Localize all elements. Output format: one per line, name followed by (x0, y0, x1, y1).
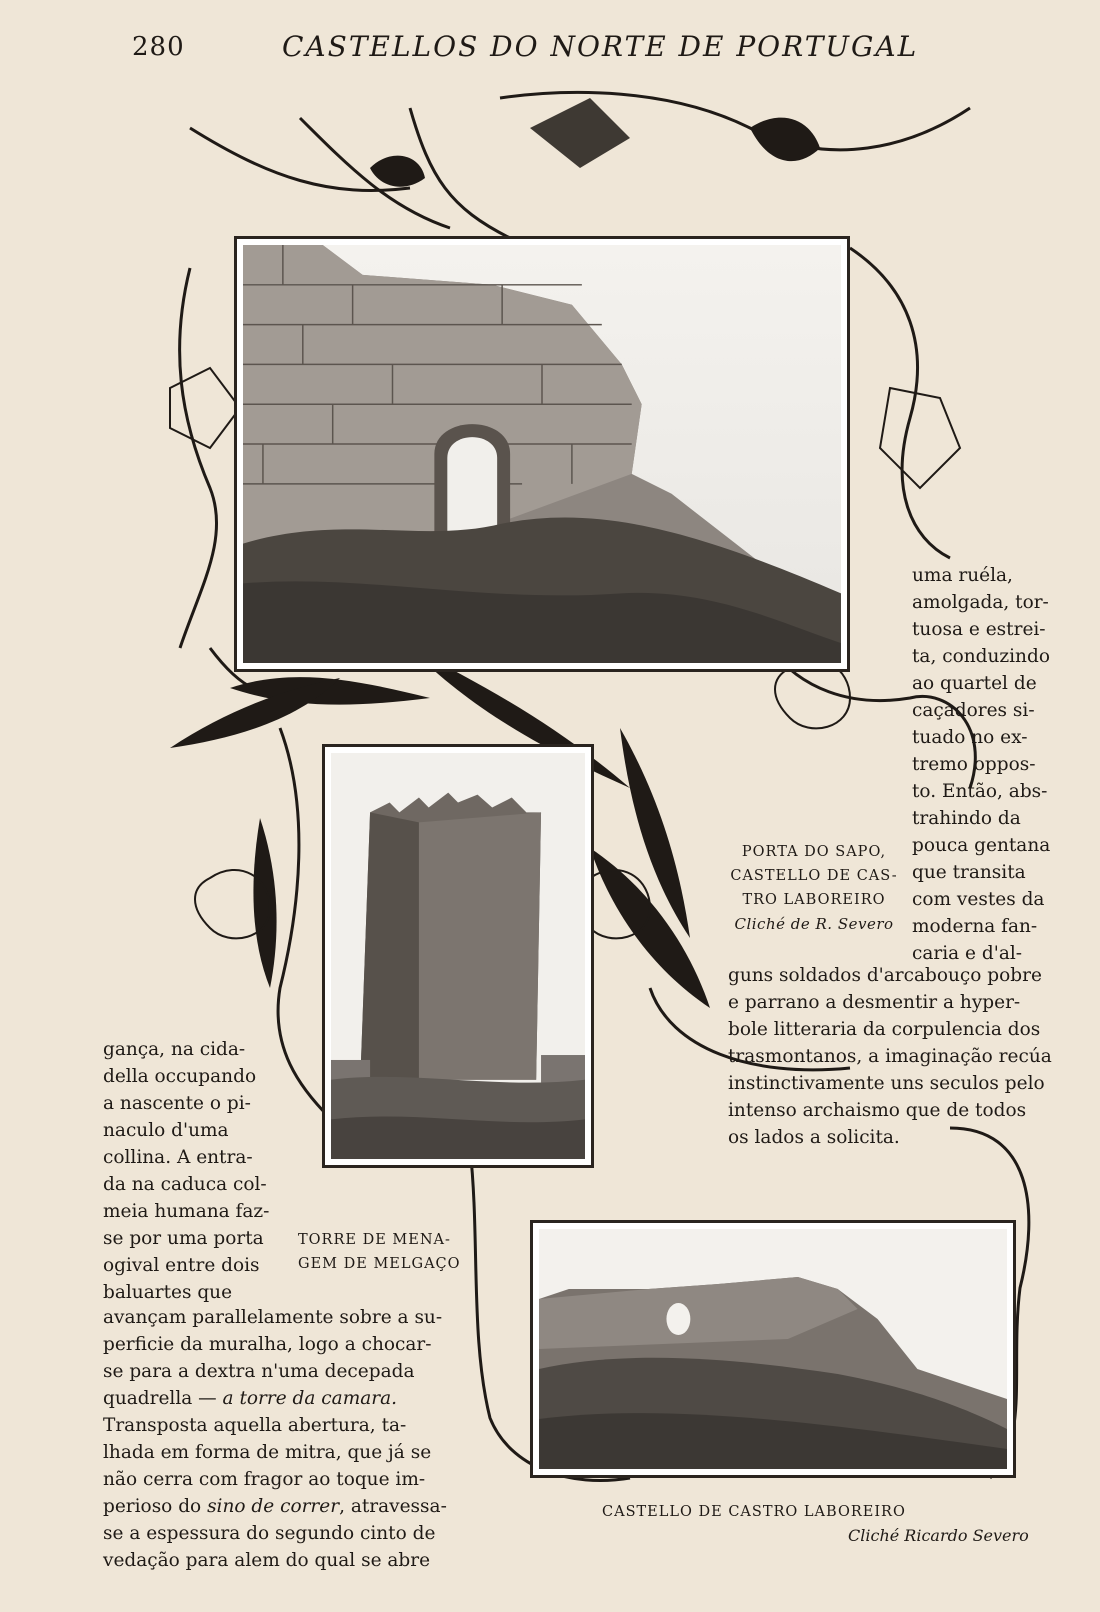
text-line: os lados a solicita. (728, 1127, 900, 1148)
text-line: pouca gentana (912, 835, 1051, 856)
text-line (103, 1493, 451, 1520)
caption-castello-castro-laboreiro: CASTELLO DE CASTRO LABOREIRO (602, 1504, 906, 1520)
text-line: avançam parallelamente sobre a su- (103, 1307, 443, 1328)
text-line: gança, na cida- (103, 1039, 246, 1060)
body-text-left-narrow (103, 1036, 268, 1306)
text-line: ta, conduzindo (912, 646, 1050, 667)
page-number: 280 (132, 32, 185, 62)
text-line: ao quartel de (912, 673, 1037, 694)
text-line: perficie da muralha, logo a chocar- (103, 1334, 432, 1355)
caption-credit: Cliché de R. Severo (734, 915, 894, 933)
text-line: tremo oppos- (912, 754, 1036, 775)
text-line (103, 1385, 451, 1412)
text-line: uma ruéla, (912, 565, 1013, 586)
text-line: della occupando (103, 1066, 257, 1087)
text-line: intenso archaismo que de todos (728, 1100, 1027, 1121)
text-line: guns soldados d'arcabouço pobre (728, 965, 1042, 986)
text-line: to. Então, abs- (912, 781, 1048, 802)
italic-span: sino de correr (207, 1496, 340, 1517)
text-line: a nascente o pi- (103, 1093, 251, 1114)
text-line: naculo d'uma (103, 1120, 229, 1141)
text-line: não cerra com fragor ao toque im- (103, 1469, 426, 1490)
text-line: lhada em forma de mitra, que já se (103, 1442, 432, 1463)
caption-line: TRO LABOREIRO (742, 892, 886, 908)
text-line: Transposta aquella abertura, ta- (103, 1415, 407, 1436)
photo-castello-castro-laboreiro (530, 1220, 1016, 1478)
caption-line: GEM DE MELGAÇO (298, 1256, 461, 1272)
text-line: amolgada, tor- (912, 592, 1049, 613)
text-line: se para a dextra n'uma decepada (103, 1361, 415, 1382)
text-span: perioso do (103, 1496, 208, 1517)
caption-porta-do-sapo (726, 840, 902, 936)
page-title: CASTELLOS DO NORTE DE PORTUGAL (282, 30, 919, 63)
text-line: meia humana faz- (103, 1201, 270, 1222)
text-line: que transita (912, 862, 1026, 883)
text-line: trasmontanos, a imaginação recúa (728, 1046, 1052, 1067)
text-span: , atravessa- (339, 1496, 447, 1517)
caption-castello-credit: Cliché Ricardo Severo (848, 1526, 1029, 1545)
photo-torre-de-menagem (322, 744, 594, 1168)
body-text-right-narrow (912, 562, 1052, 967)
text-line: vedação para alem do qual se abre (103, 1550, 431, 1571)
text-line: e parrano a desmentir a hyper- (728, 992, 1021, 1013)
torre-de-menagem-image (331, 753, 585, 1159)
text-line: se a espessura do segundo cinto de (103, 1523, 436, 1544)
caption-line: CASTELLO DE CAS- (730, 868, 898, 884)
text-line: com vestes da (912, 889, 1045, 910)
text-line: caria e d'al- (912, 943, 1023, 964)
porta-do-sapo-image (243, 245, 841, 663)
italic-span: a torre da camara. (222, 1388, 398, 1409)
text-span: quadrella — (103, 1388, 223, 1409)
text-line: tuado no ex- (912, 727, 1028, 748)
caption-torre-de-menagem (298, 1228, 484, 1276)
text-line: tuosa e estrei- (912, 619, 1046, 640)
text-line: instinctivamente uns seculos pelo (728, 1073, 1045, 1094)
castello-castro-laboreiro-image (539, 1229, 1007, 1469)
text-line: moderna fan- (912, 916, 1038, 937)
body-text-left-wide (103, 1304, 451, 1574)
text-line: bole litteraria da corpulencia dos (728, 1019, 1041, 1040)
text-line: caçadores si- (912, 700, 1035, 721)
caption-line: TORRE DE MENA- (298, 1232, 451, 1248)
text-line: trahindo da (912, 808, 1021, 829)
photo-porta-do-sapo (234, 236, 850, 672)
text-line: se por uma porta (103, 1228, 264, 1249)
text-line: collina. A entra- (103, 1147, 253, 1168)
body-text-right-wide (728, 962, 1058, 1151)
text-line: ogival entre dois (103, 1255, 260, 1276)
text-line: baluartes que (103, 1282, 233, 1303)
caption-line: PORTA DO SAPO, (741, 844, 887, 860)
text-line: da na caduca col- (103, 1174, 267, 1195)
